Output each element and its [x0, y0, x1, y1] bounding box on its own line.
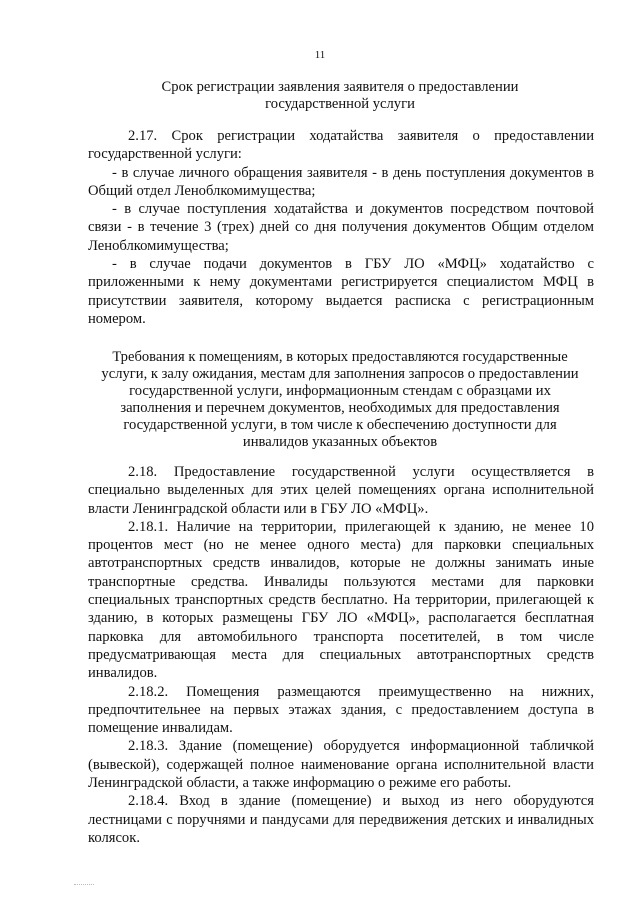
heading-line: Срок регистрации заявления заявителя о предоставлении: [161, 79, 519, 95]
scan-artifact-line: [74, 884, 94, 885]
paragraph-2-18-2: 2.18.2. Помещения размещаются преимущественно на нижних, предпочтительнее на первых этажах здания, с предоставлением доступа в помещение инвалидам.: [88, 683, 594, 737]
heading-line: государственной услуги: [265, 96, 415, 112]
heading-line: инвалидов указанных объектов: [242, 434, 438, 450]
paragraph-postal-delivery: - в случае поступления ходатайства и документов посредством почтовой связи - в течение 3 (трех) дней со дня получения документов Общим отделом Леноблкомимущества;: [88, 201, 594, 254]
heading-line: Требования к помещениям, в которых предоставляются государственные: [112, 349, 568, 365]
paragraph-2-18: 2.18. Предоставление государственной услуги осуществляется в специально выделенных для этих целей помещениях органа исполнительной власти Ленинградской области или в ГБУ ЛО «МФЦ».: [88, 464, 594, 517]
heading-line: услуги, к залу ожидания, местам для заполнения запросов о предоставлении: [101, 366, 579, 382]
heading-line: государственной услуги, в том числе к обеспечению доступности для: [123, 417, 557, 433]
section-registration-term-body: [88, 127, 594, 328]
paragraph-2-18-4: 2.18.4. Вход в здание (помещение) и выход из него оборудуются лестницами с поручнями и пандусами для передвижения детских и инвалидных колясок.: [88, 793, 594, 846]
heading-line: заполнения и перечнем документов, необходимых для предоставления: [120, 400, 560, 416]
section-heading-premises-requirements: [80, 349, 600, 451]
paragraph-2-18-3: 2.18.3. Здание (помещение) оборудуется информационной табличкой (вывеской), содержащей полное наименование органа исполнительной власти Ленинградской области, а также информацию о режиме его работы.: [88, 738, 594, 792]
section-premises-requirements-body: [88, 463, 594, 847]
page-number: 11: [314, 49, 326, 61]
paragraph-2-17: 2.17. Срок регистрации ходатайства заявителя о предоставлении государственной услуги:: [88, 128, 594, 163]
heading-line: государственной услуги, информационным стендам с образцами их: [129, 383, 551, 399]
paragraph-personal-visit: - в случае личного обращения заявителя - в день поступления документов в Общий отдел Леноблкомимущества;: [88, 164, 594, 199]
section-heading-registration-term: [80, 79, 600, 113]
paragraph-mfc-submission: - в случае подачи документов в ГБУ ЛО «МФЦ» ходатайство с приложенными к нему документами регистрируется специалистом МФЦ в присутствии заявителя, которому выдается расписка с регистрационным номером.: [88, 256, 594, 327]
paragraph-2-18-1: 2.18.1. Наличие на территории, прилегающей к зданию, не менее 10 процентов мест (но не менее одного места) для парковки специальных автотранспортных средств инвалидов, которые не должны занимать иные транспортные средства. Инвалиды пользуются местами для парковки специальных транспортных средств бесплатно. На территории, прилегающей к зданию, в которых размещены ГБУ ЛО «МФЦ», располагается бесплатная парковка для автомобильного транспорта посетителей, в том числе предусматривающая места для специальных автотранспортных средств инвалидов.: [88, 518, 594, 682]
